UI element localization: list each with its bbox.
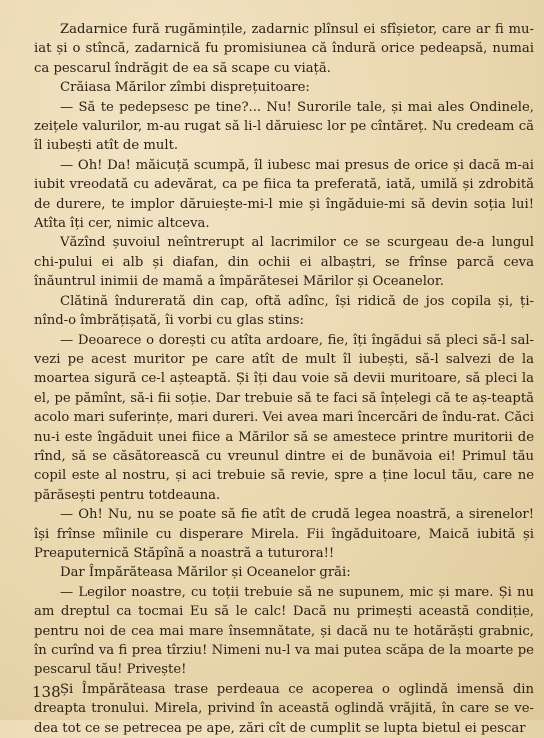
paragraph: Crăiasa Mărilor zîmbi disprețuitoare: xyxy=(60,80,310,96)
paragraph: Dar Împărăteasa Mărilor și Oceanelor grăi: xyxy=(60,565,351,581)
paragraph: Văzînd șuvoiul neîntrerupt al lacrimilor ce se scurgeau de-a lungul chi-pului ei alb și diafan, din ochii ei albaștri, se frînse parcă ceva înăuntrul inimii de mamă a împărătesei Mărilor și Oceanelor. xyxy=(34,235,534,290)
paragraph: Și Împărăteasa trase perdeaua ce acoperea o oglindă imensă din dreapta tronului. Mirela, privind în această oglindă vrăjită, în care se ve-dea tot ce se petrecea pe ape, zări cît de cumplit se lupta bietul ei pescar xyxy=(34,681,534,736)
page-number: 138 xyxy=(32,683,61,701)
paragraph: — Oh! Da! măicuță scumpă, îl iubesc mai presus de orice și dacă m-ai iubit vreodată cu adevărat, ca pe fiica ta preferată, iată, umilă și zdrobită de durere, te implor dăruiește-mi-l mie și îngăduie-mi să devin soția lui! Atîta îți cer, nimic altceva. xyxy=(34,157,534,232)
paragraph: — Deoarece o dorești cu atîta ardoare, fie, îți îngădui să pleci să-l sal-vezi pe acest muritor pe care atît de mult îl iubești, să-l salvezi de la moartea sigură ce-l așteaptă. Și îți dau voie să devii muritoare, să pleci la el, pe pămînt, să-i fii soție. Dar trebuie să te faci să înțelegi că te aș-teaptă acolo mari suferințe, mari dureri. Vei avea mari încercări de îndu-rat. Căci nu-i este îngăduit unei fiice a Mărilor să se amestece printre muritorii de rînd, să se căsătorească cu vreunul dintre ei de bunăvoia ei! Primul tău copil este al nostru, și aci trebuie să revie, spre a ține locul tău, care ne părăsești pentru totdeauna. xyxy=(34,332,534,503)
paragraph: Clătină îndurerată din cap, oftă adînc, își ridică de jos copila și, ți-nînd-o îmbrățișată, îi vorbi cu glas stins: xyxy=(34,293,534,329)
body-text xyxy=(34,20,534,738)
paragraph: — Legilor noastre, cu toții trebuie să ne supunem, mic și mare. Și nu am dreptul ca tocmai Eu să le calc! Dacă nu primești această condiție, pentru noi de cea mai mare însemnătate, și dacă nu te hotărăști grabnic, în curînd va fi prea tîrziu! Nimeni nu-l va mai putea scăpa de la moarte pe pescarul tău! Privește! xyxy=(34,584,534,678)
paragraph: — Să te pedepsesc pe tine?... Nu! Surorile tale, și mai ales Ondinele, zeițele valurilor, m-au rugat să li-l dăruiesc lor pe cîntăreț. Nu credeam că îl iubești atît de mult. xyxy=(34,99,534,154)
paragraph: — Oh! Nu, nu se poate să fie atît de crudă legea noastră, a sirenelor! își frînse mîinile cu disperare Mirela. Fii îngăduitoare, Maică iubită și Preaputernică Stăpînă a noastră a tuturora!! xyxy=(34,507,534,561)
paragraph: Zadarnice fură rugămințile, zadarnic plînsul ei sfîșietor, care ar fi mu-iat și o stîncă, zadarnică fu promisiunea că îndură orice pedeapsă, numai ca pescarul îndrăgit de ea să scape cu viață. xyxy=(34,22,534,76)
